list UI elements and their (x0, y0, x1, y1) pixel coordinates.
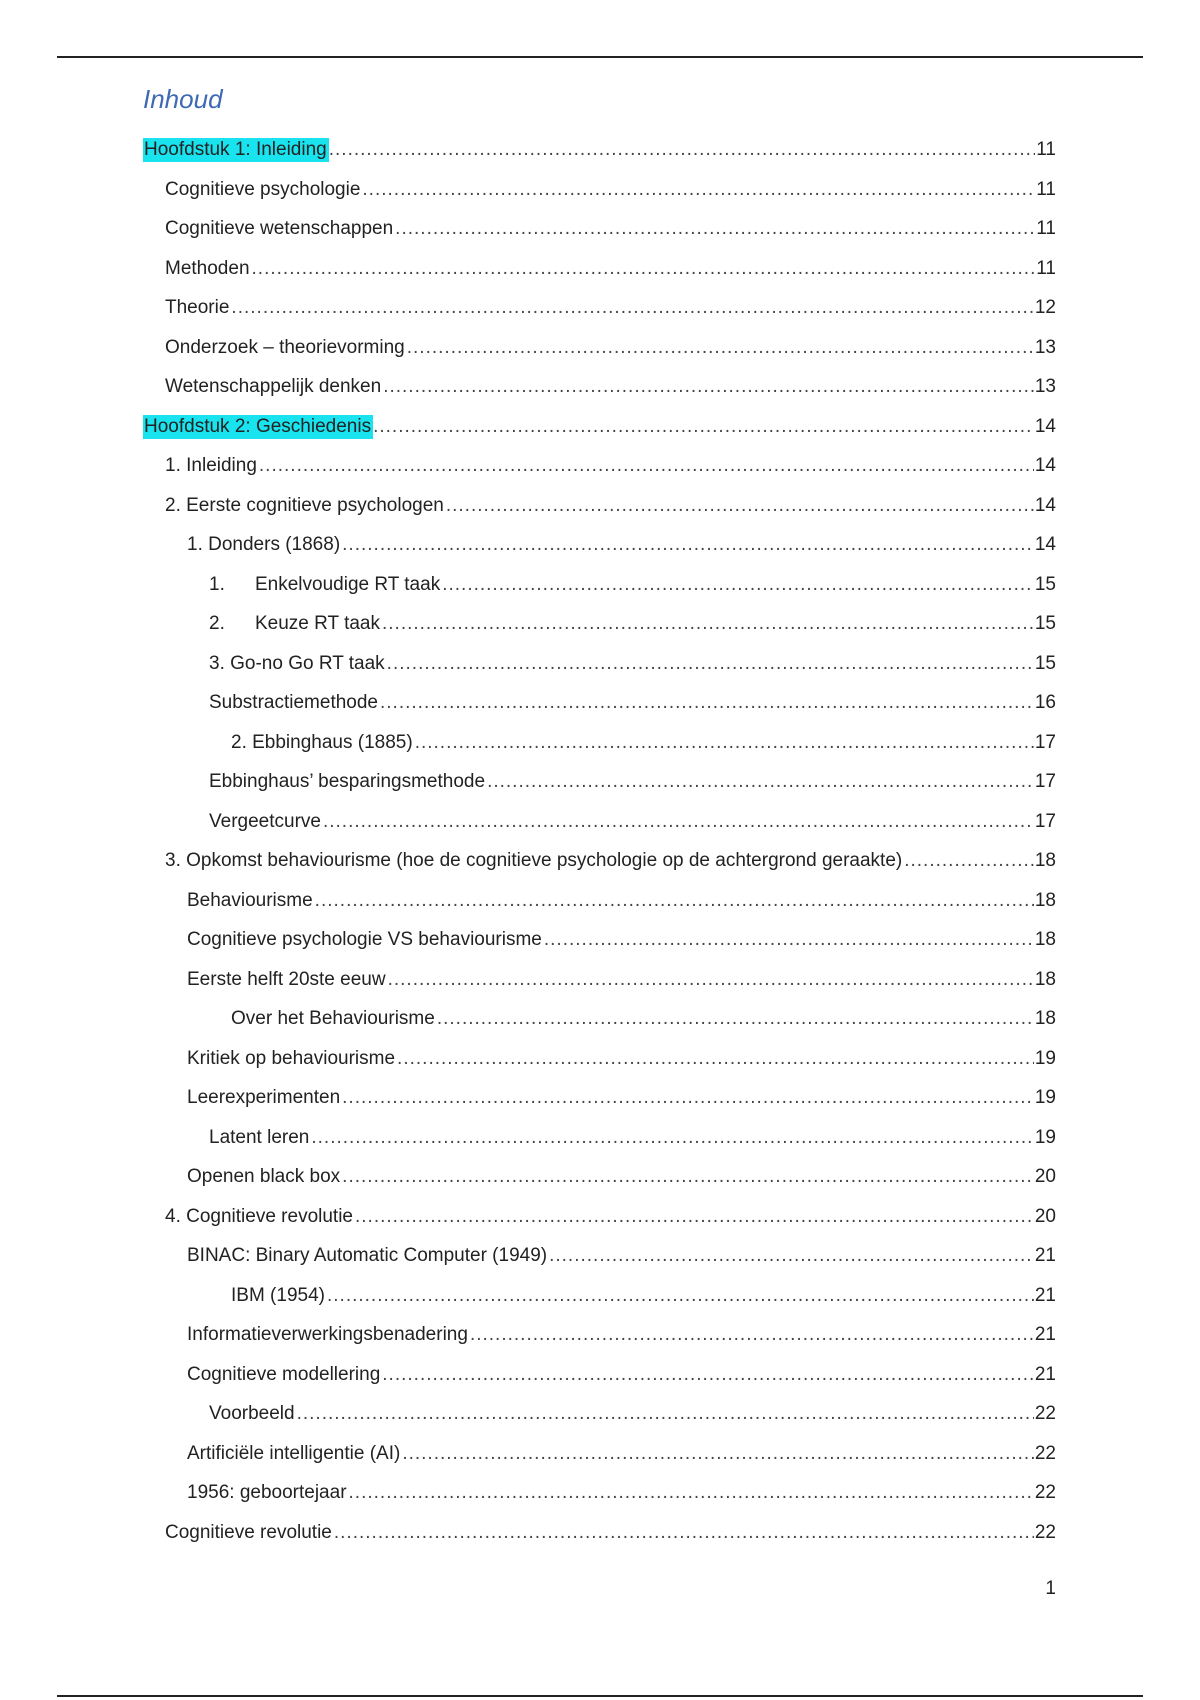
toc-entry-label: 2. Ebbinghaus (1885) (231, 732, 413, 753)
toc-dot-leader (487, 770, 1034, 794)
toc-entry-label: BINAC: Binary Automatic Computer (1949) (187, 1245, 548, 1266)
toc-entry[interactable] (143, 409, 1056, 439)
toc-entry-label: 4. Cognitieve revolutie (165, 1206, 353, 1227)
toc-entry-label: Methoden (165, 258, 250, 279)
toc-dot-leader (395, 217, 1035, 241)
toc-entry-page: 20 (1034, 1166, 1056, 1187)
toc-dot-leader (297, 1402, 1034, 1426)
toc-dot-leader (382, 612, 1034, 636)
toc-dot-leader (383, 375, 1034, 399)
toc-entry[interactable] (231, 1001, 1056, 1031)
toc-entry-page: 18 (1034, 850, 1056, 871)
toc-entry-label: Cognitieve modellering (187, 1364, 381, 1385)
toc-entry-label: Vergeetcurve (209, 811, 321, 832)
toc-dot-leader (549, 1244, 1034, 1268)
toc-dot-leader (334, 1521, 1034, 1545)
toc-entry-label: 3. Go-no Go RT taak (209, 653, 385, 674)
toc-entry-label: 2. Eerste cognitieve psychologen (165, 495, 444, 516)
toc-entry[interactable] (165, 330, 1056, 360)
toc-entry-number: 2. (209, 613, 225, 634)
toc-entry[interactable] (209, 764, 1056, 794)
toc-entry[interactable] (165, 1515, 1056, 1545)
toc-entry[interactable] (165, 369, 1056, 399)
toc-entry-label: Cognitieve psychologie VS behaviourisme (187, 929, 542, 950)
toc-entry[interactable] (165, 448, 1056, 478)
toc-entry-page: 11 (1036, 179, 1056, 200)
toc-entry[interactable] (209, 606, 1056, 636)
toc-dot-leader (342, 1165, 1034, 1189)
toc-heading: Inhoud (143, 84, 223, 114)
toc-entry-label: Voorbeeld (209, 1403, 295, 1424)
toc-entry-label: Cognitieve revolutie (165, 1522, 332, 1543)
toc-entry-label: Substractiemethode (209, 692, 378, 713)
toc-entry-page: 14 (1034, 495, 1056, 516)
toc-entry-label: 3. Opkomst behaviourisme (hoe de cognitieve psychologie op de achtergrond geraakte) (165, 850, 903, 871)
toc-dot-leader (373, 415, 1034, 439)
toc-entry-label: Artificiële intelligentie (AI) (187, 1443, 401, 1464)
toc-dot-leader (904, 849, 1034, 873)
toc-entry-label: Ebbinghaus’ besparingsmethode (209, 771, 486, 792)
toc-entry-page: 17 (1034, 771, 1056, 792)
toc-entry-page: 11 (1036, 139, 1056, 160)
page-number: 1 (1045, 1578, 1056, 1599)
toc-entry[interactable] (187, 883, 1056, 913)
toc-dot-leader (311, 1126, 1034, 1150)
toc-dot-leader (382, 1363, 1034, 1387)
toc-entry-page: 11 (1036, 218, 1056, 239)
toc-entry[interactable] (187, 1357, 1056, 1387)
toc-entry-label: IBM (1954) (231, 1285, 325, 1306)
toc-entry[interactable] (187, 922, 1056, 952)
toc-dot-leader (231, 296, 1033, 320)
toc-entry[interactable] (209, 567, 1056, 597)
toc-entry-page: 22 (1034, 1482, 1056, 1503)
toc-entry-number: 1. (209, 574, 225, 595)
toc-entry-label: Theorie (165, 297, 230, 318)
toc-entry-label: Informatieverwerkingsbenadering (187, 1324, 468, 1345)
toc-entry-label: Openen black box (187, 1166, 341, 1187)
toc-entry[interactable] (209, 804, 1056, 834)
toc-entry-label: Eerste helft 20ste eeuw (187, 969, 386, 990)
toc-entry[interactable] (209, 646, 1056, 676)
toc-dot-leader (387, 652, 1034, 676)
toc-entry-page: 18 (1034, 1008, 1056, 1029)
toc-entry[interactable] (165, 172, 1056, 202)
toc-entry-page: 13 (1034, 337, 1056, 358)
toc-dot-leader (544, 928, 1034, 952)
toc-entry-page: 17 (1034, 811, 1056, 832)
toc-entry-label: Behaviourisme (187, 890, 313, 911)
toc-entry[interactable] (187, 1159, 1056, 1189)
toc-entry-page: 11 (1036, 258, 1056, 279)
toc-dot-leader (402, 1442, 1034, 1466)
toc-entry-page: 15 (1034, 653, 1056, 674)
toc-entry-page: 18 (1034, 929, 1056, 950)
toc-entry-label: Cognitieve wetenschappen (165, 218, 394, 239)
toc-entry-page: 21 (1034, 1364, 1056, 1385)
toc-dot-leader (315, 889, 1034, 913)
toc-entry-label: Hoofdstuk 2: Geschiedenis (144, 416, 372, 437)
toc-entry[interactable] (165, 1199, 1056, 1229)
toc-entry-page: 22 (1034, 1443, 1056, 1464)
toc-entry-page: 21 (1034, 1245, 1056, 1266)
toc-entry-label: Kritiek op behaviourisme (187, 1048, 396, 1069)
toc-dot-leader (437, 1007, 1034, 1031)
toc-entry[interactable] (165, 251, 1056, 281)
toc-entry-page: 21 (1034, 1324, 1056, 1345)
toc-dot-leader (362, 178, 1035, 202)
toc-entry-label: Hoofdstuk 1: Inleiding (144, 139, 327, 160)
toc-entry-label (209, 573, 442, 597)
toc-entry-label: Wetenschappelijk denken (165, 376, 382, 397)
toc-dot-leader (329, 138, 1036, 162)
footer-rule (57, 1695, 1143, 1697)
toc-entry-page: 19 (1034, 1048, 1056, 1069)
toc-dot-leader (470, 1323, 1034, 1347)
toc-entry[interactable] (187, 962, 1056, 992)
toc-entry[interactable] (209, 1120, 1056, 1150)
toc-entry-page: 20 (1034, 1206, 1056, 1227)
toc-entry-text: Enkelvoudige RT taak (255, 574, 441, 595)
toc-dot-leader (415, 731, 1034, 755)
toc-entry-page: 19 (1034, 1127, 1056, 1148)
toc-entry-label (209, 612, 382, 636)
toc-entry[interactable] (165, 488, 1056, 518)
toc-entry[interactable] (165, 211, 1056, 241)
toc-dot-leader (323, 810, 1034, 834)
toc-entry-page: 18 (1034, 969, 1056, 990)
toc-entry[interactable] (165, 290, 1056, 320)
toc-dot-leader (397, 1047, 1034, 1071)
toc-dot-leader (349, 1481, 1034, 1505)
toc-entry-page: 14 (1034, 534, 1056, 555)
toc-entry-label: 1. Donders (1868) (187, 534, 341, 555)
toc-entry-page: 14 (1034, 455, 1056, 476)
toc-entry-page: 17 (1034, 732, 1056, 753)
toc-entry-page: 13 (1034, 376, 1056, 397)
toc-entry-page: 22 (1034, 1522, 1056, 1543)
toc-entry[interactable] (187, 1080, 1056, 1110)
toc-entry-page: 15 (1034, 574, 1056, 595)
toc-entry-text: Keuze RT taak (255, 613, 380, 634)
toc-entry-label: Over het Behaviourisme (231, 1008, 435, 1029)
toc-entry[interactable] (165, 843, 1056, 873)
toc-entry[interactable] (231, 725, 1056, 755)
toc-entry-page: 18 (1034, 890, 1056, 911)
toc-dot-leader (252, 257, 1036, 281)
toc-entry[interactable] (187, 527, 1056, 557)
toc-entry-page: 14 (1034, 416, 1056, 437)
toc-entry-label: Latent leren (209, 1127, 310, 1148)
toc-entry-page: 19 (1034, 1087, 1056, 1108)
toc-dot-leader (407, 336, 1034, 360)
toc-dot-leader (446, 494, 1034, 518)
toc-entry[interactable] (209, 1396, 1056, 1426)
toc-entry-page: 21 (1034, 1285, 1056, 1306)
toc-entry[interactable] (187, 1475, 1056, 1505)
toc-dot-leader (259, 454, 1034, 478)
toc-entry-label: 1. Inleiding (165, 455, 257, 476)
toc-dot-leader (342, 533, 1034, 557)
toc-entry-page: 12 (1034, 297, 1056, 318)
toc-entry[interactable] (187, 1238, 1056, 1268)
toc-entry-label: Onderzoek – theorievorming (165, 337, 405, 358)
toc-entry[interactable] (231, 1278, 1056, 1308)
toc-dot-leader (388, 968, 1034, 992)
toc-entry-label: 1956: geboortejaar (187, 1482, 347, 1503)
toc-entry-label: Cognitieve psychologie (165, 179, 361, 200)
toc-entry-label: Leerexperimenten (187, 1087, 341, 1108)
toc-dot-leader (327, 1284, 1034, 1308)
toc-entry[interactable] (187, 1041, 1056, 1071)
toc-dot-leader (442, 573, 1034, 597)
toc-entry[interactable] (187, 1317, 1056, 1347)
header-rule (57, 56, 1143, 58)
toc-dot-leader (342, 1086, 1034, 1110)
toc-entry-page: 22 (1034, 1403, 1056, 1424)
toc-entry-page: 16 (1034, 692, 1056, 713)
toc-dot-leader (355, 1205, 1034, 1229)
toc-entry[interactable] (209, 685, 1056, 715)
toc-entry[interactable] (143, 132, 1056, 162)
toc-entry-page: 15 (1034, 613, 1056, 634)
toc-dot-leader (380, 691, 1034, 715)
toc-entry[interactable] (187, 1436, 1056, 1466)
